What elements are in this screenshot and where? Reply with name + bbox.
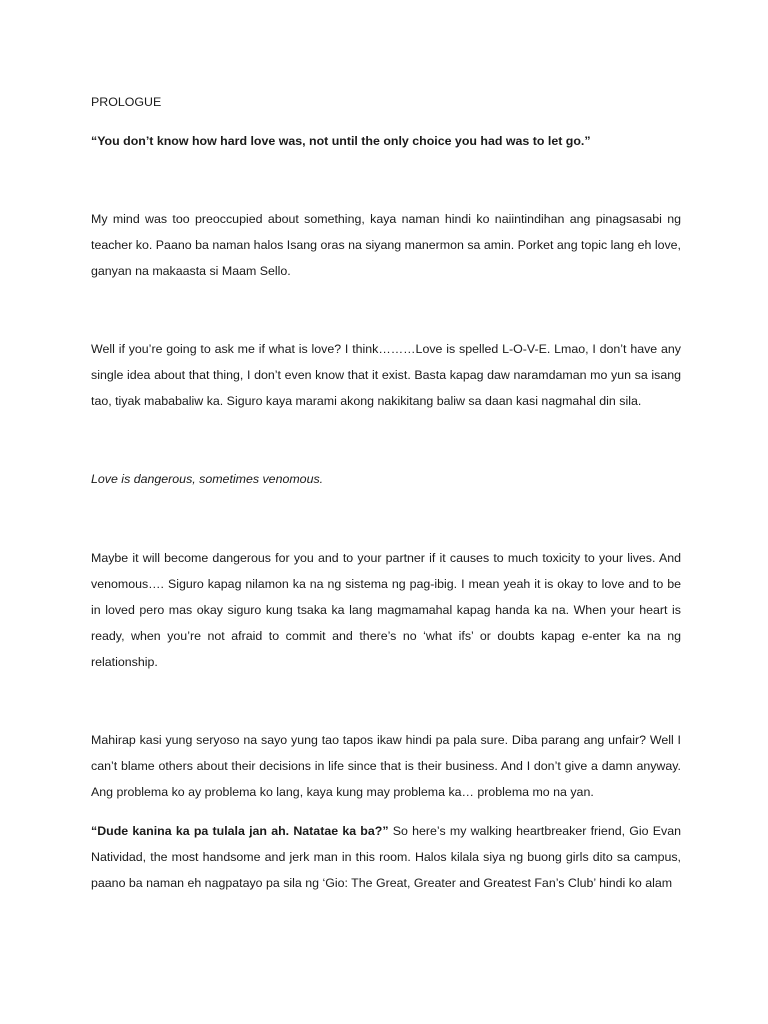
- paragraph-1: My mind was too preoccupied about something, kaya naman hindi ko naiintindihan ang pinagsasabi ng teacher ko. Paano ba naman halos Isang oras na siyang manermon sa amin. Porket ang topic lang eh love, ganyan na makaasta si Maam Sello.: [91, 212, 681, 278]
- paragraph-3-italic: Love is dangerous, sometimes venomous.: [91, 472, 324, 486]
- epigraph-quote: “You don’t know how hard love was, not until the only choice you had was to let go.”: [91, 134, 591, 148]
- paragraph-6: [91, 818, 681, 896]
- paragraph-6-text: So here’s my walking heartbreaker friend, Gio Evan Natividad, the most handsome and jerk man in this room. Halos kilala siya ng buong girls dito sa campus, paano ba naman eh nagpatayo pa sila ng ‘Gio: The Great, Greater and Greatest Fan’s Club’ hindi ko alam: [91, 824, 681, 890]
- paragraph-2: Well if you’re going to ask me if what is love? I think………Love is spelled L-O-V-E. Lmao, I don’t have any single idea about that thing, I don’t even know that it exist. Basta kapag daw naramdaman mo yun sa isang tao, tiyak mababaliw ka. Siguro kaya marami akong nakikitang baliw sa daan kasi nagmahal din sila.: [91, 342, 681, 408]
- chapter-heading: PROLOGUE: [91, 95, 162, 109]
- dialogue-line: “Dude kanina ka pa tulala jan ah. Natatae ka ba?”: [91, 824, 389, 838]
- paragraph-4: Maybe it will become dangerous for you and to your partner if it causes to much toxicity to your lives. And venomous…. Siguro kapag nilamon ka na ng sistema ng pag-ibig. I mean yeah it is okay to love and to be in loved pero mas okay siguro kung tsaka ka lang magmamahal kapag handa ka na. When your heart is ready, when you’re not afraid to commit and there’s no ‘what ifs’ or doubts kapag e-enter ka na ng relationship.: [91, 551, 681, 669]
- paragraph-5: Mahirap kasi yung seryoso na sayo yung tao tapos ikaw hindi pa pala sure. Diba parang ang unfair? Well I can’t blame others about their decisions in life since that is their business. And I don’t give a damn anyway. Ang problema ko ay problema ko lang, kaya kung may problema ka… problema mo na yan.: [91, 733, 681, 799]
